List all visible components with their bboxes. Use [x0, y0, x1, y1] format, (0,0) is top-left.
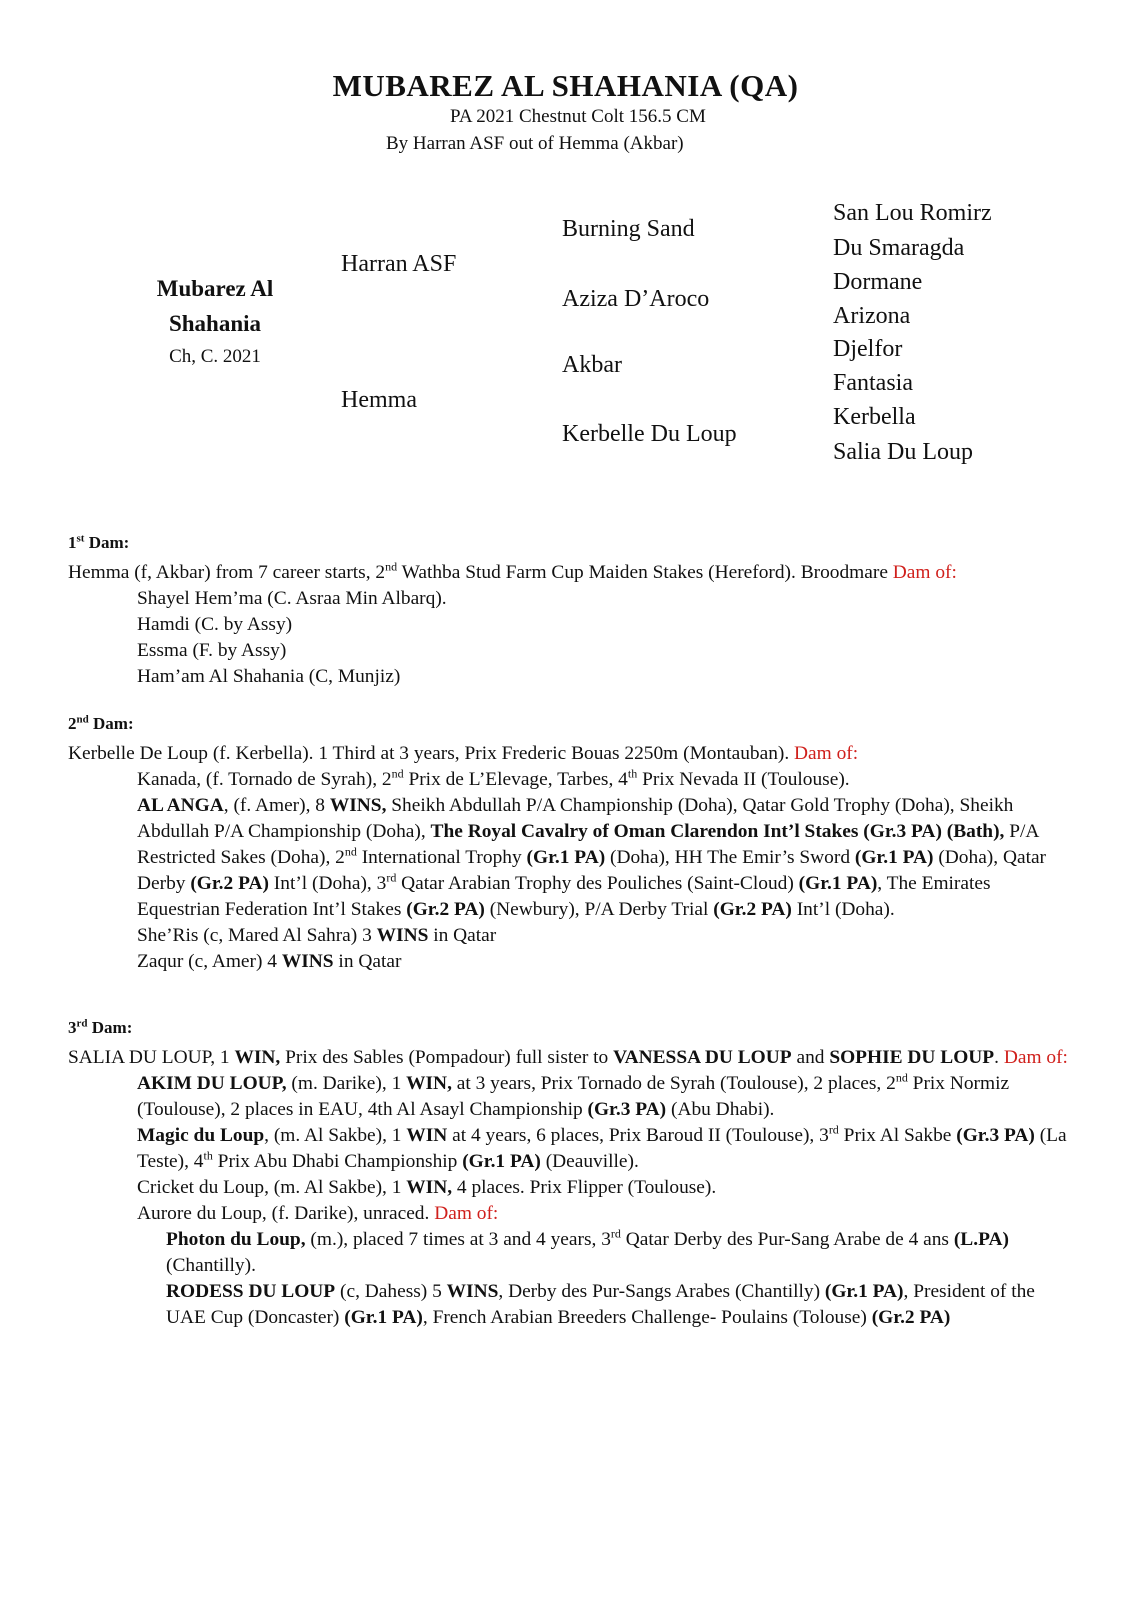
page-title: MUBAREZ AL SHAHANIA (QA) [332, 68, 799, 103]
pedigree-great-grandparent: Fantasia [833, 370, 913, 396]
produce-sheris: She’Ris (c, Mared Al Sahra) 3 WINS in Qatar [137, 925, 497, 946]
produce-magic: Magic du Loup, (m. Al Sakbe), 1 WIN at 4 years, 6 places, Prix Baroud II (Toulouse), 3rd Prix Al Sakbe (Gr.3 PA) (La Teste), 4th Prix Abu Dhabi Championship (Gr.1 PA) (Deauville). [137, 1122, 1067, 1172]
dam-of-label: Dam of: [1003, 1047, 1068, 1068]
pedigree-great-grandparent: Salia Du Loup [833, 439, 973, 465]
pedigree-great-grandparent: San Lou Romirz [833, 200, 992, 226]
pedigree-grandparent: Burning Sand [562, 216, 695, 242]
produce-kanada: Kanada, (f. Tornado de Syrah), 2nd Prix de L’Elevage, Tarbes, 4th Prix Nevada II (Toulouse). [137, 766, 850, 790]
first-dam-section [68, 530, 1078, 690]
first-dam-heading: 1st Dam: [68, 532, 130, 552]
pedigree-sire: Harran ASF [341, 251, 457, 277]
pedigree-grandparent: Kerbelle Du Loup [562, 421, 737, 447]
pedigree-great-grandparent: Arizona [833, 303, 911, 329]
subtitle-details: PA 2021 Chestnut Colt 156.5 CM [450, 106, 706, 127]
dam-of-label: Dam of: [434, 1203, 499, 1224]
produce-al-anga: AL ANGA, (f. Amer), 8 WINS, Sheikh Abdullah P/A Championship (Doha), Qatar Gold Trophy (Doha), Sheikh Abdullah P/A Championship (Doha), The Royal Cavalry of Oman Clarendon Int’l Stakes (Gr.3 PA) (Bath), P/A Restricted Sakes (Doha), 2nd International Trophy (Gr.1 PA) (Doha), HH The Emir’s Sword (Gr.1 PA) (Doha), Qatar Derby (Gr.2 PA) Int’l (Doha), 3rd Qatar Arabian Trophy des Pouliches (Saint-Cloud) (Gr.1 PA), The Emirates Equestrian Federation Int’l Stakes (Gr.2 PA) (Newbury), P/A Derby Trial (Gr.2 PA) Int’l (Doha). [137, 795, 1047, 920]
produce-rodess: RODESS DU LOUP (c, Dahess) 5 WINS, Derby des Pur-Sangs Arabes (Chantilly) (Gr.1 PA), President of the UAE Cup (Doncaster) (Gr.1 PA), French Arabian Breeders Challenge- Poulains (Tolouse) (Gr.2 PA) [166, 1281, 1035, 1328]
subtitle-parentage: By Harran ASF out of Hemma (Akbar) [386, 133, 684, 154]
pedigree-grandparent: Akbar [562, 352, 622, 378]
produce-item: Shayel Hem’ma (C. Asraa Min Albarq). [137, 588, 447, 609]
produce-item: Ham’am Al Shahania (C, Munjiz) [137, 666, 401, 687]
pedigree-horse-meta: Ch, C. 2021 [169, 346, 261, 367]
third-dam-heading: 3rd Dam: [68, 1017, 133, 1037]
pedigree-great-grandparent: Dormane [833, 269, 923, 295]
second-dam-section [68, 711, 1078, 975]
pedigree-grandparent: Aziza D’Aroco [562, 286, 710, 312]
dam-of-label: Dam of: [892, 562, 957, 583]
produce-cricket: Cricket du Loup, (m. Al Sakbe), 1 WIN, 4 places. Prix Flipper (Toulouse). [137, 1177, 717, 1198]
produce-item: Essma (F. by Assy) [137, 640, 287, 661]
pedigree-horse-name-1: Mubarez Al [156, 276, 274, 301]
third-dam-section [68, 1015, 1078, 1331]
produce-aurore: Aurore du Loup, (f. Darike), unraced. Dam of: [137, 1203, 499, 1224]
dam-of-label: Dam of: [794, 743, 859, 764]
second-dam-intro: Kerbelle De Loup (f. Kerbella). 1 Third at 3 years, Prix Frederic Bouas 2250m (Montauban). Dam of: [68, 743, 859, 764]
second-dam-heading: 2nd Dam: [68, 713, 134, 733]
pedigree-great-grandparent: Djelfor [833, 336, 903, 362]
pedigree-great-grandparent: Du Smaragda [833, 235, 965, 261]
third-dam-intro: SALIA DU LOUP, 1 WIN, Prix des Sables (Pompadour) full sister to VANESSA DU LOUP and SOPHIE DU LOUP. Dam of: [68, 1047, 1068, 1068]
pedigree-dam: Hemma [341, 387, 417, 413]
first-dam-intro: Hemma (f, Akbar) from 7 career starts, 2nd Wathba Stud Farm Cup Maiden Stakes (Hereford). Broodmare Dam of: [68, 559, 957, 583]
pedigree-great-grandparent: Kerbella [833, 404, 916, 430]
produce-item: Hamdi (C. by Assy) [137, 614, 293, 635]
produce-photon: Photon du Loup, (m.), placed 7 times at 3 and 4 years, 3rd Qatar Derby des Pur-Sang Arabe de 4 ans (L.PA) (Chantilly). [166, 1226, 1009, 1276]
pedigree-horse-name-2: Shahania [168, 311, 262, 336]
produce-akim: AKIM DU LOUP, (m. Darike), 1 WIN, at 3 years, Prix Tornado de Syrah (Toulouse), 2 places, 2nd Prix Normiz (Toulouse), 2 places in EAU, 4th Al Asayl Championship (Gr.3 PA) (Abu Dhabi). [137, 1070, 1010, 1120]
produce-zaqur: Zaqur (c, Amer) 4 WINS in Qatar [137, 951, 402, 972]
